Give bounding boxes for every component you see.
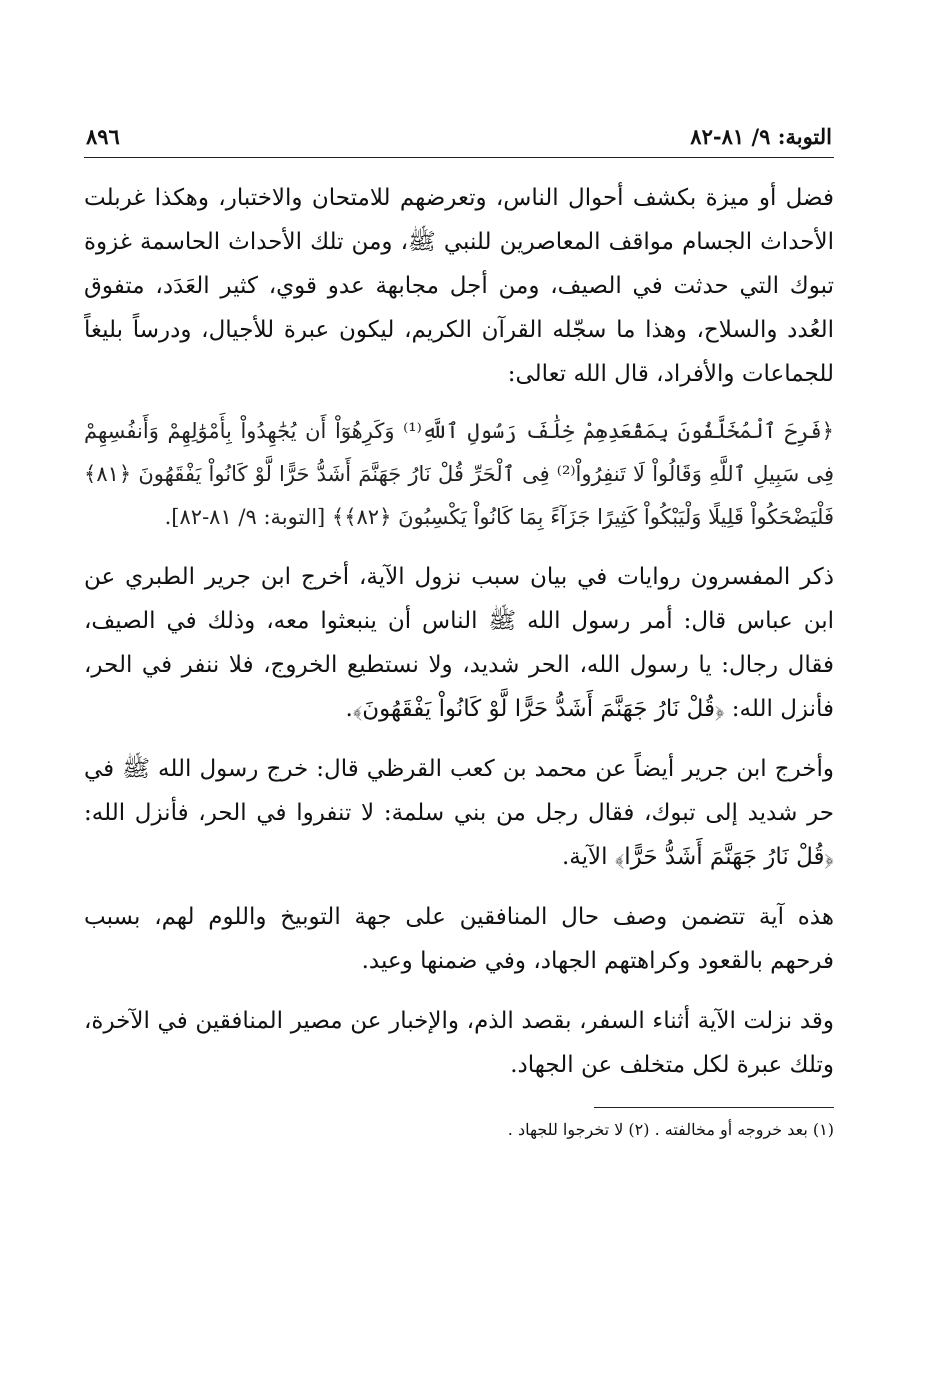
paragraph-intro: فضل أو ميزة بكشف أحوال الناس، وتعرضهم للامتحان والاختبار، وهكذا غربلت الأحداث الجسام مواقف المعاصرين للنبي ﷺ، ومن تلك الأحداث الحاسمة غزوة تبوك التي حدثت في الصيف، ومن أجل مجابهة عدو قوي، كثير العَدَد، متفوق العُدد والسلاح، وهذا ما سجّله القرآن الكريم، ليكون عبرة للأجيال، ودرساً بليغاً للجماعات والأفراد، قال الله تعالى: (84, 185, 834, 387)
quran-verse: ﴿فَرِحَ ٱلْمُخَلَّفُونَ بِمَقْعَدِهِمْ خِلَٰفَ رَسُولِ ٱللَّهِ⁽¹⁾ وَكَرِهُوٓاْ أَن يُجَٰهِدُواْ بِأَمْوَٰلِهِمْ وَأَنفُسِهِمْ فِى سَبِيلِ ٱللَّهِ وَقَالُواْ لَا تَنفِرُواْ⁽²⁾ فِى ٱلْحَرِّ قُلْ نَارُ جَهَنَّمَ أَشَدُّ حَرًّا لَّوْ كَانُواْ يَفْقَهُونَ ﴿٨١﴾ فَلْيَضْحَكُواْ قَلِيلًا وَلْيَبْكُواْ كَثِيرًا جَزَآءً بِمَا كَانُواْ يَكْسِبُونَ ﴿٨٢﴾﴾ [التوبة: ٩/ ٨١-٨٢]. (84, 419, 834, 529)
paragraph-meaning: هذه آية تتضمن وصف حال المنافقين على جهة التوبيخ واللوم لهم، بسبب فرحهم بالقعود وكراهتهم الجهاد، وفي ضمنها وعيد. (84, 904, 834, 974)
surah-reference: التوبة: ٩/ ٨١-٨٢ (690, 124, 832, 149)
paragraph-lesson: وقد نزلت الآية أثناء السفر، بقصد الذم، والإخبار عن مصير المنافقين في الآخرة، وتلك عبرة لكل متخلف عن الجهاد. (84, 1008, 834, 1078)
book-page (84, 112, 834, 1142)
footnote-divider (594, 1107, 834, 1108)
paragraph-occasion-1: ذكر المفسرون روايات في بيان سبب نزول الآية، أخرج ابن جرير الطبري عن ابن عباس قال: أمر رسول الله ﷺ الناس أن ينبعثوا معه، وذلك في الصيف، فقال رجال: يا رسول الله، الحر شديد، ولا نستطيع الخروج، فلا ننفر في الحر، فأنزل الله: ﴿قُلْ نَارُ جَهَنَّمَ أَشَدُّ حَرًّا لَّوْ كَانُواْ يَفْقَهُونَ﴾. (84, 564, 834, 722)
page-number: ٨٩٦ (86, 124, 120, 149)
paragraph-occasion-2: وأخرج ابن جرير أيضاً عن محمد بن كعب القرظي قال: خرج رسول الله ﷺ في حر شديد إلى تبوك، فقال رجل من بني سلمة: لا تنفروا في الحر، فأنزل الله: ﴿قُلْ نَارُ جَهَنَّمَ أَشَدُّ حَرًّا﴾ الآية. (84, 756, 834, 870)
footnote: (١) بعد خروجه أو مخالفته . (٢) لا تخرجوا للجهاد . (507, 1120, 834, 1139)
page-header (84, 112, 834, 158)
